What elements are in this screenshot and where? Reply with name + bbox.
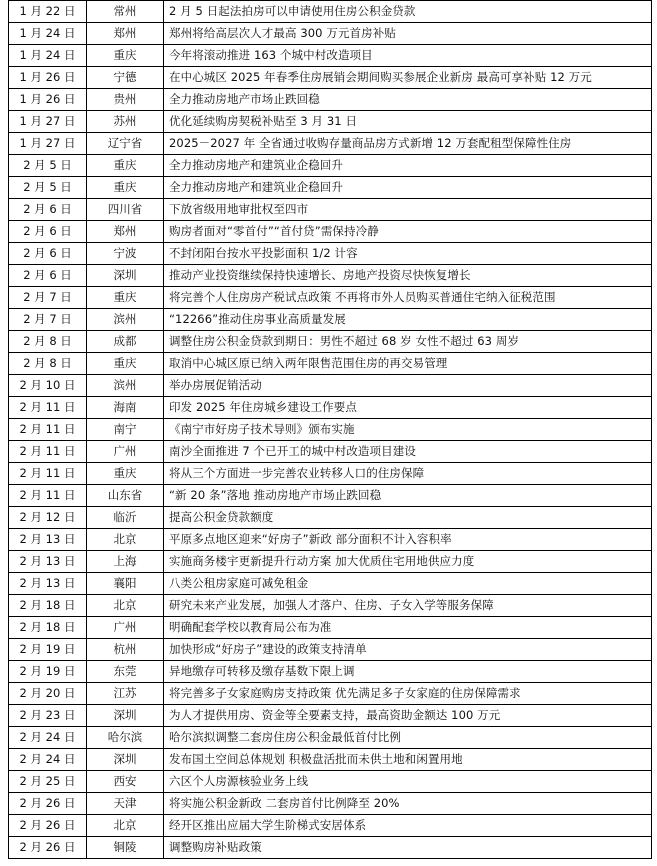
policy-news-cell: 将完善个人住房房产税试点政策 不再将市外人员购买普通住宅纳入征税范围 — [164, 287, 652, 309]
table-row — [9, 155, 652, 177]
table-row — [9, 617, 652, 639]
policy-news-cell: 南沙全面推进 7 个已开工的城中村改造项目建设 — [164, 441, 652, 463]
table-row — [9, 771, 652, 793]
policy-news-cell: 购房者面对“零首付”“首付贷”需保持冷静 — [164, 221, 652, 243]
date-cell: 2 月 13 日 — [9, 529, 87, 551]
policy-news-cell: 经开区推出应届大学生阶梯式安居体系 — [164, 815, 652, 837]
policy-news-cell: 郑州将给高层次人才最高 300 万元首房补贴 — [164, 23, 652, 45]
policy-news-cell: 将完善多子女家庭购房支持政策 优先满足多子女家庭的住房保障需求 — [164, 683, 652, 705]
city-cell: 广州 — [87, 617, 164, 639]
table-row — [9, 507, 652, 529]
city-cell: 南宁 — [87, 419, 164, 441]
date-cell: 2 月 24 日 — [9, 749, 87, 771]
date-cell: 2 月 19 日 — [9, 639, 87, 661]
table-row — [9, 661, 652, 683]
table-row — [9, 749, 652, 771]
table-row — [9, 199, 652, 221]
city-cell: 广州 — [87, 441, 164, 463]
table-row — [9, 419, 652, 441]
city-cell: 郑州 — [87, 221, 164, 243]
city-cell: 深圳 — [87, 749, 164, 771]
date-cell: 2 月 8 日 — [9, 353, 87, 375]
table-row — [9, 397, 652, 419]
table-row — [9, 353, 652, 375]
table-row — [9, 727, 652, 749]
city-cell: 杭州 — [87, 639, 164, 661]
date-cell: 2 月 11 日 — [9, 463, 87, 485]
table-row — [9, 485, 652, 507]
policy-news-cell: “新 20 条”落地 推动房地产市场止跌回稳 — [164, 485, 652, 507]
table-row — [9, 793, 652, 815]
date-cell: 2 月 18 日 — [9, 595, 87, 617]
city-cell: 重庆 — [87, 177, 164, 199]
date-cell: 1 月 24 日 — [9, 45, 87, 67]
date-cell: 2 月 13 日 — [9, 573, 87, 595]
city-cell: 西安 — [87, 771, 164, 793]
city-cell: 滨州 — [87, 375, 164, 397]
city-cell: 重庆 — [87, 353, 164, 375]
policy-news-cell: 哈尔滨拟调整二套房住房公积金最低首付比例 — [164, 727, 652, 749]
date-cell: 2 月 6 日 — [9, 243, 87, 265]
date-cell: 2 月 6 日 — [9, 221, 87, 243]
policy-news-cell: 优化延续购房契税补贴至 3 月 31 日 — [164, 111, 652, 133]
date-cell: 2 月 25 日 — [9, 771, 87, 793]
date-cell: 2 月 12 日 — [9, 507, 87, 529]
city-cell: 北京 — [87, 529, 164, 551]
policy-news-cell: 不封闭阳台按水平投影面积 1/2 计容 — [164, 243, 652, 265]
policy-news-cell: 调整购房补贴政策 — [164, 837, 652, 859]
table-row — [9, 265, 652, 287]
policy-news-cell: 取消中心城区原已纳入两年限售范围住房的再交易管理 — [164, 353, 652, 375]
city-cell: 铜陵 — [87, 837, 164, 859]
table-row — [9, 705, 652, 727]
date-cell: 2 月 11 日 — [9, 397, 87, 419]
date-cell: 2 月 11 日 — [9, 419, 87, 441]
date-cell: 2 月 19 日 — [9, 661, 87, 683]
city-cell: 哈尔滨 — [87, 727, 164, 749]
policy-news-cell: 加快形成“好房子”建设的政策支持清单 — [164, 639, 652, 661]
city-cell: 东莞 — [87, 661, 164, 683]
date-cell: 2 月 18 日 — [9, 617, 87, 639]
date-cell: 2 月 7 日 — [9, 309, 87, 331]
table-row — [9, 331, 652, 353]
city-cell: 山东省 — [87, 485, 164, 507]
table-row — [9, 595, 652, 617]
city-cell: 重庆 — [87, 45, 164, 67]
date-cell: 2 月 24 日 — [9, 727, 87, 749]
date-cell: 2 月 7 日 — [9, 287, 87, 309]
date-cell: 2 月 20 日 — [9, 683, 87, 705]
city-cell: 北京 — [87, 595, 164, 617]
date-cell: 1 月 26 日 — [9, 67, 87, 89]
city-cell: 北京 — [87, 815, 164, 837]
city-cell: 襄阳 — [87, 573, 164, 595]
city-cell: 上海 — [87, 551, 164, 573]
city-cell: 江苏 — [87, 683, 164, 705]
date-cell: 2 月 5 日 — [9, 155, 87, 177]
table-row — [9, 529, 652, 551]
city-cell: 宁波 — [87, 243, 164, 265]
date-cell: 2 月 26 日 — [9, 793, 87, 815]
city-cell: 贵州 — [87, 89, 164, 111]
policy-news-cell: 2 月 5 日起法拍房可以申请使用住房公积金贷款 — [164, 1, 652, 23]
city-cell: 常州 — [87, 1, 164, 23]
policy-news-cell: 下放省级用地审批权至四市 — [164, 199, 652, 221]
table-row — [9, 243, 652, 265]
date-cell: 2 月 26 日 — [9, 837, 87, 859]
table-row — [9, 375, 652, 397]
policy-news-cell: 今年将滚动推进 163 个城中村改造项目 — [164, 45, 652, 67]
table-row — [9, 463, 652, 485]
date-cell: 2 月 6 日 — [9, 199, 87, 221]
date-cell: 1 月 27 日 — [9, 111, 87, 133]
date-cell: 2 月 6 日 — [9, 265, 87, 287]
table-row — [9, 309, 652, 331]
city-cell: 深圳 — [87, 265, 164, 287]
policy-news-cell: 《南宁市好房子技术导则》颁布实施 — [164, 419, 652, 441]
table-row — [9, 287, 652, 309]
policy-news-cell: 异地缴存可转移及缴存基数下限上调 — [164, 661, 652, 683]
policy-news-cell: 明确配套学校以教育局公布为准 — [164, 617, 652, 639]
city-cell: 深圳 — [87, 705, 164, 727]
table-row — [9, 111, 652, 133]
policy-news-cell: 推动产业投资继续保持快速增长、房地产投资尽快恢复增长 — [164, 265, 652, 287]
date-cell: 2 月 11 日 — [9, 485, 87, 507]
city-cell: 重庆 — [87, 287, 164, 309]
policy-news-cell: 为人才提供用房、资金等全要素支持，最高资助金额达 100 万元 — [164, 705, 652, 727]
city-cell: 天津 — [87, 793, 164, 815]
policy-news-cell: “12266”推动住房事业高质量发展 — [164, 309, 652, 331]
city-cell: 郑州 — [87, 23, 164, 45]
policy-news-cell: 举办房展促销活动 — [164, 375, 652, 397]
policy-news-cell: 调整住房公积金贷款到期日：男性不超过 68 岁 女性不超过 63 周岁 — [164, 331, 652, 353]
policy-table-body — [9, 1, 652, 859]
policy-news-cell: 发布国土空间总体规划 积极盘活批而未供土地和闲置用地 — [164, 749, 652, 771]
table-row — [9, 683, 652, 705]
policy-news-cell: 八类公租房家庭可减免租金 — [164, 573, 652, 595]
policy-news-cell: 在中心城区 2025 年春季住房展销会期间购买参展企业新房 最高可享补贴 12 万元 — [164, 67, 652, 89]
date-cell: 2 月 5 日 — [9, 177, 87, 199]
table-row — [9, 573, 652, 595]
city-cell: 苏州 — [87, 111, 164, 133]
policy-table — [8, 0, 652, 859]
city-cell: 临沂 — [87, 507, 164, 529]
table-row — [9, 133, 652, 155]
date-cell: 2 月 26 日 — [9, 815, 87, 837]
policy-news-cell: 全力推动房地产和建筑业企稳回升 — [164, 177, 652, 199]
city-cell: 宁德 — [87, 67, 164, 89]
date-cell: 1 月 24 日 — [9, 23, 87, 45]
table-row — [9, 67, 652, 89]
policy-news-cell: 将从三个方面进一步完善农业转移人口的住房保障 — [164, 463, 652, 485]
date-cell: 2 月 10 日 — [9, 375, 87, 397]
table-row — [9, 551, 652, 573]
policy-news-cell: 平原多点地区迎来“好房子”新政 部分面积不计入容积率 — [164, 529, 652, 551]
table-row — [9, 23, 652, 45]
policy-news-cell: 印发 2025 年住房城乡建设工作要点 — [164, 397, 652, 419]
table-row — [9, 89, 652, 111]
policy-news-cell: 提高公积金贷款额度 — [164, 507, 652, 529]
date-cell: 1 月 26 日 — [9, 89, 87, 111]
city-cell: 辽宁省 — [87, 133, 164, 155]
table-row — [9, 815, 652, 837]
table-row — [9, 837, 652, 859]
date-cell: 1 月 27 日 — [9, 133, 87, 155]
table-row — [9, 441, 652, 463]
city-cell: 重庆 — [87, 463, 164, 485]
policy-news-cell: 研究未来产业发展，加强人才落户、住房、子女入学等服务保障 — [164, 595, 652, 617]
date-cell: 2 月 23 日 — [9, 705, 87, 727]
policy-news-cell: 将实施公积金新政 二套房首付比例降至 20% — [164, 793, 652, 815]
policy-news-cell: 六区个人房源核验业务上线 — [164, 771, 652, 793]
table-row — [9, 1, 652, 23]
city-cell: 滨州 — [87, 309, 164, 331]
table-row — [9, 45, 652, 67]
policy-news-cell: 全力推动房地产市场止跌回稳 — [164, 89, 652, 111]
table-row — [9, 639, 652, 661]
date-cell: 2 月 13 日 — [9, 551, 87, 573]
date-cell: 1 月 22 日 — [9, 1, 87, 23]
policy-news-cell: 2025－2027 年 全省通过收购存量商品房方式新增 12 万套配租型保障性住房 — [164, 133, 652, 155]
city-cell: 重庆 — [87, 155, 164, 177]
date-cell: 2 月 11 日 — [9, 441, 87, 463]
policy-news-cell: 实施商务楼宇更新提升行动方案 加大优质住宅用地供应力度 — [164, 551, 652, 573]
date-cell: 2 月 8 日 — [9, 331, 87, 353]
table-row — [9, 177, 652, 199]
table-row — [9, 221, 652, 243]
policy-news-cell: 全力推动房地产和建筑业企稳回升 — [164, 155, 652, 177]
city-cell: 成都 — [87, 331, 164, 353]
city-cell: 海南 — [87, 397, 164, 419]
city-cell: 四川省 — [87, 199, 164, 221]
